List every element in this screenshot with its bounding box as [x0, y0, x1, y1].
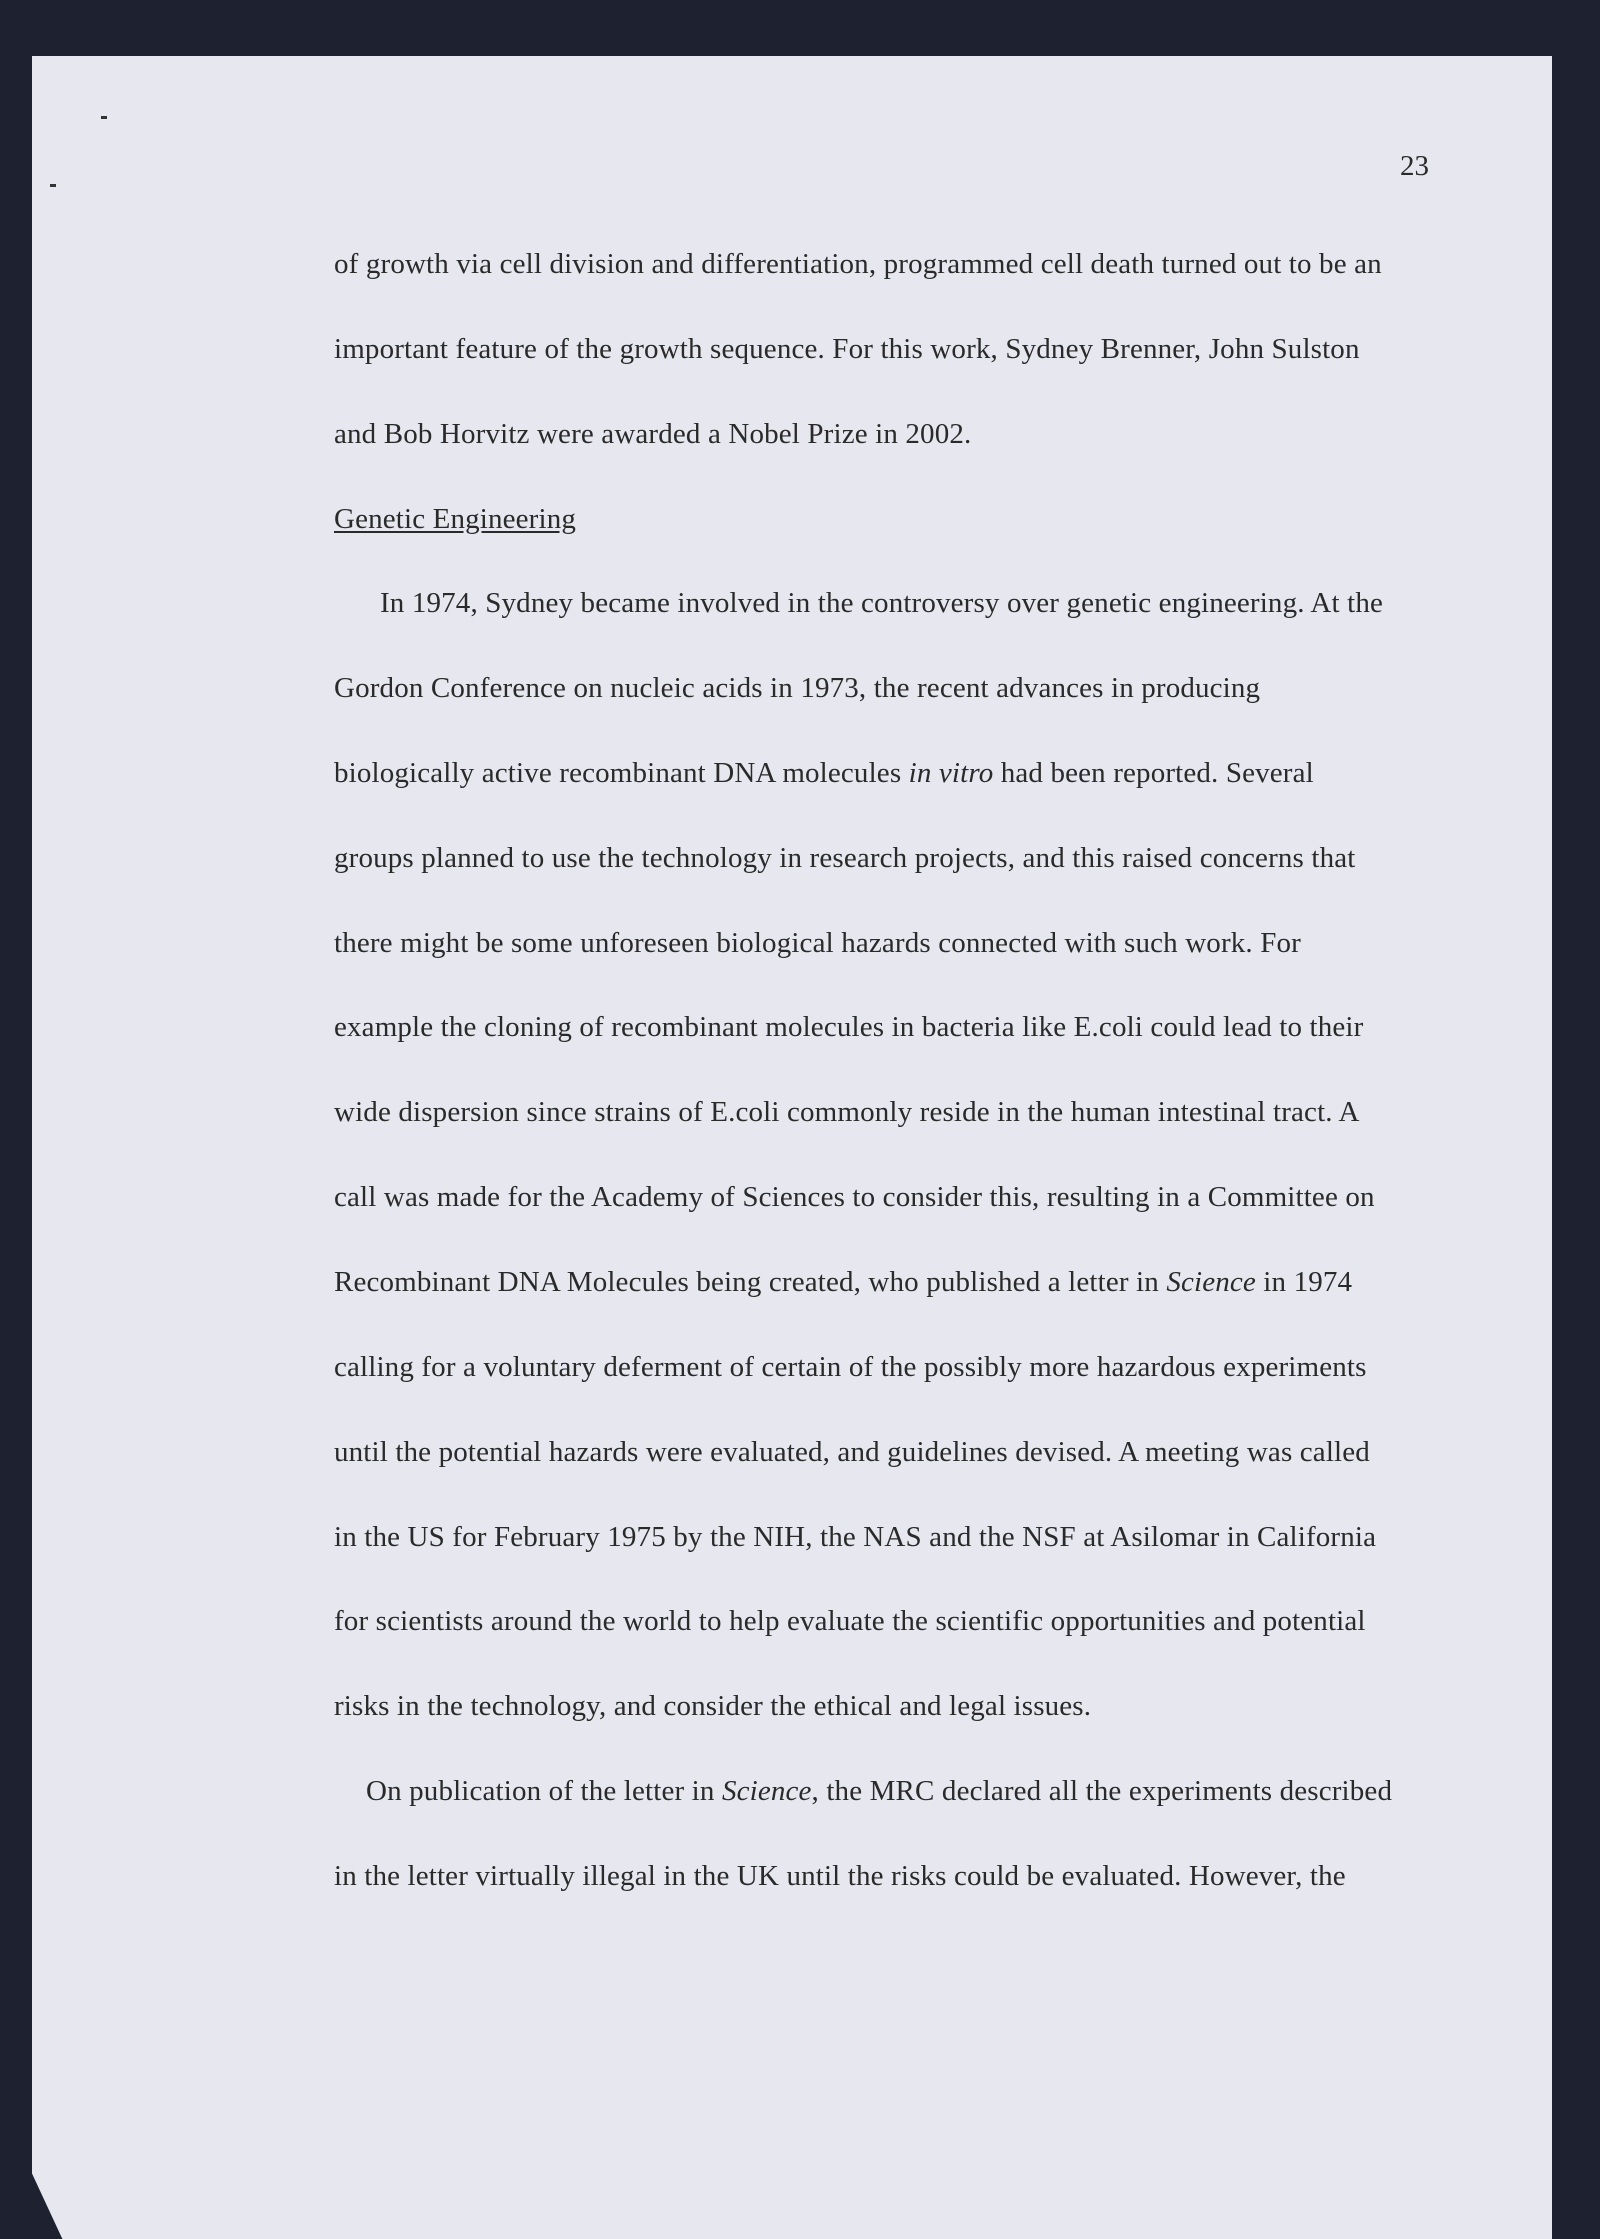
italic-term: Science — [1166, 1266, 1256, 1298]
italic-term: Science — [721, 1775, 812, 1807]
text-line: and Bob Horvitz were awarded a Nobel Prize in 2002. — [334, 418, 972, 450]
document-page — [32, 56, 1552, 2239]
text-run: in 1974 — [1255, 1266, 1353, 1298]
text-line: calling for a voluntary deferment of certain of the possibly more hazardous experiments — [334, 1351, 1367, 1383]
text-line: until the potential hazards were evaluated, and guidelines devised. A meeting was called — [334, 1436, 1370, 1468]
text-line — [334, 757, 1314, 790]
text-line — [334, 1266, 1352, 1299]
text-line: wide dispersion since strains of E.coli commonly reside in the human intestinal tract. A — [334, 1096, 1360, 1128]
text-line: In 1974, Sydney became involved in the controversy over genetic engineering. At the — [380, 587, 1383, 619]
text-line: important feature of the growth sequence. For this work, Sydney Brenner, John Sulston — [334, 333, 1360, 365]
page-number: 23 — [1400, 150, 1429, 182]
text-line — [366, 1775, 1392, 1808]
text-run: Recombinant DNA Molecules being created, who published a letter in — [334, 1266, 1167, 1298]
text-line: in the letter virtually illegal in the UK until the risks could be evaluated. However, the — [334, 1860, 1346, 1892]
scan-mark — [101, 116, 107, 119]
text-line: in the US for February 1975 by the NIH, the NAS and the NSF at Asilomar in California — [334, 1521, 1377, 1553]
text-run: had been reported. Several — [993, 757, 1314, 789]
text-run: On publication of the letter in — [366, 1775, 722, 1807]
text-line: there might be some unforeseen biological hazards connected with such work. For — [334, 927, 1301, 959]
text-line: call was made for the Academy of Sciences to consider this, resulting in a Committee on — [334, 1181, 1375, 1213]
text-line: Gordon Conference on nucleic acids in 1973, the recent advances in producing — [334, 672, 1261, 704]
scan-mark — [50, 184, 56, 187]
text-line: example the cloning of recombinant molecules in bacteria like E.coli could lead to their — [334, 1011, 1364, 1043]
text-line: for scientists around the world to help evaluate the scientific opportunities and potential — [334, 1605, 1366, 1637]
text-line: of growth via cell division and differentiation, programmed cell death turned out to be an — [334, 248, 1382, 280]
text-line: risks in the technology, and consider the ethical and legal issues. — [334, 1690, 1092, 1722]
italic-term: in vitro — [908, 757, 994, 789]
section-heading: Genetic Engineering — [334, 503, 577, 535]
text-run: biologically active recombinant DNA molecules — [334, 757, 909, 789]
text-run: , the MRC declared all the experiments described — [811, 1775, 1393, 1807]
text-line: groups planned to use the technology in research projects, and this raised concerns that — [334, 842, 1356, 874]
